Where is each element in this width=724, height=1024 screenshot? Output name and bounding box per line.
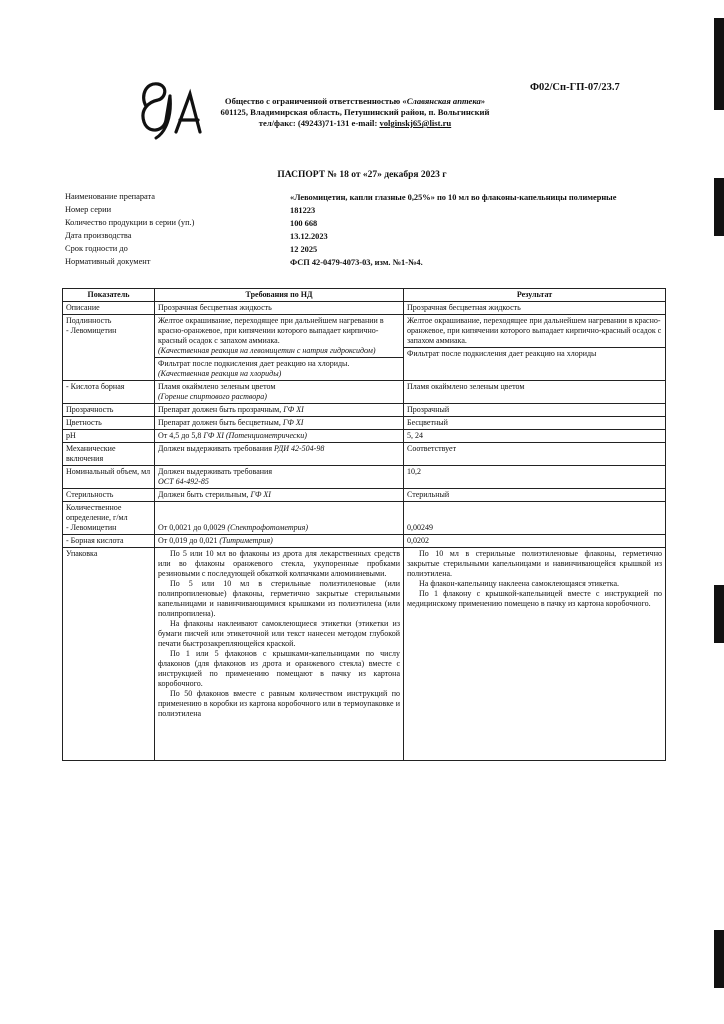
- table-row: Подлинность - Левомицетин Желтое окрашивание, переходящее при дальнейшем нагревании в красно-оранжевое, при кипячении которого выпадает кирпично-красный осадок с запахом аммиака. (Качественная реакция на левомицетин с натрия гидроксидом) Фильтрат после подкисления дает реакцию на хлориды. (Качественная реакция на хлориды) Желтое окрашивание, переходящее при дальнейшем нагревании в красно-оранжевое, при кипячении которого выпадает кирпично-красный осадок с запахом аммиака. Фильтрат после подкисления дает реакцию на хлориды: [63, 315, 666, 381]
- info-row: Количество продукции в серии (уп.) 100 668: [65, 218, 318, 228]
- table-row: Номинальный объем, мл Должен выдерживать требования ОСТ 64-492-85 10,2: [63, 466, 666, 489]
- organization-header: Общество с ограниченной ответственностью «Славянская аптека» 601125, Владимирская область, Петушинский район, п. Вольгинский тел/факс: (49243)71-131 e-mail: volginskj65@list.ru: [210, 96, 500, 129]
- table-row: Упаковка По 5 или 10 мл во флаконы из дрота для лекарственных средств или во флаконы оранжевого стекла, укупоренные пробками резиновыми с последующей обкаткой колпачками алюминиевыми. По 5 или 10 мл в стерильные полиэтиленовые (или полипропиленовые) флаконы, герметично закрытые стерильными капельницами и навинчивающимися крышками из полиэтилена (или полипропилена). На флаконы наклеивают самоклеющиеся этикетки (этикетки из бумаги писчей или этикеточной или текст нанесен методом глубокой печати быстрозакрепляющейся краской. По 1 или 5 флаконов с крышками-капельницами по числу флаконов (для флаконов из дрота и оранжевого стекла) вместе с инструкцией по применению помещают в пачку из картона коробочного. По 50 флаконов вместе с равным количеством инструкций по применению в коробки из картона коробочного или в термоупаковке и полиэтилена По 10 мл в стерильные полиэтиленовые флаконы, герметично закрытые стерильными капельницами и навинчивающейся крышкой из полиэтилена. На флакон-капельницу наклеена самоклеющаяся этикетка. По 1 флакону с крышкой-капельницей вместе с инструкцией по медицинскому применению помещено в пачку из картона коробочного.: [63, 548, 666, 761]
- table-header-row: Показатель Требования по НД Результат: [63, 289, 666, 302]
- product-info: [65, 192, 665, 270]
- org-email: volginskj65@list.ru: [379, 118, 452, 128]
- company-logo: [136, 76, 208, 142]
- scan-edge-bar: [714, 585, 724, 643]
- document-code: Ф02/Сп-ГП-07/23.7: [530, 82, 620, 93]
- table-row: pH От 4,5 до 5,8 ГФ XI (Потенциометрически) 5, 24: [63, 430, 666, 443]
- org-address: 601125, Владимирская область, Петушинский район, п. Вольгинский: [220, 107, 490, 117]
- info-row: Наименование препарата «Левомицетин, капли глазные 0,25%» по 10 мл во флаконы-капельницы полимерные: [65, 192, 617, 202]
- info-row: Срок годности до 12 2025: [65, 244, 318, 254]
- info-row: Номер серии 181223: [65, 205, 316, 215]
- info-row: Нормативный документ ФСП 42-0479-4073-03, изм. №1-№4.: [65, 257, 423, 267]
- scan-edge-bar: [714, 930, 724, 988]
- quality-spec-table: [62, 288, 666, 761]
- table-row: Стерильность Должен быть стерильным, ГФ XI Стерильный: [63, 489, 666, 502]
- passport-title: ПАСПОРТ № 18 от «27» декабря 2023 г: [277, 170, 447, 180]
- table-row: - Кислота борная Пламя окаймлено зеленым цветом (Горение спиртового раствора) Пламя окаймлено зеленым цветом: [63, 381, 666, 404]
- scan-edge-bar: [714, 18, 724, 110]
- table-row: - Борная кислота От 0,019 до 0,021 (Титриметрия) 0,0202: [63, 535, 666, 548]
- table-row: Количественное определение, г/мл - Левомицетин От 0,0021 до 0,0029 (Спектрофотометрия) 0,00249: [63, 502, 666, 535]
- table-row: Прозрачность Препарат должен быть прозрачным, ГФ XI Прозрачный: [63, 404, 666, 417]
- table-row: Описание Прозрачная бесцветная жидкость Прозрачная бесцветная жидкость: [63, 302, 666, 315]
- table-row: Механические включения Должен выдерживать требования РДИ 42-504-98 Соответствует: [63, 443, 666, 466]
- scan-edge-bar: [714, 178, 724, 236]
- info-row: Дата производства 13.12.2023: [65, 231, 328, 241]
- table-row: Цветность Препарат должен быть бесцветным, ГФ XI Бесцветный: [63, 417, 666, 430]
